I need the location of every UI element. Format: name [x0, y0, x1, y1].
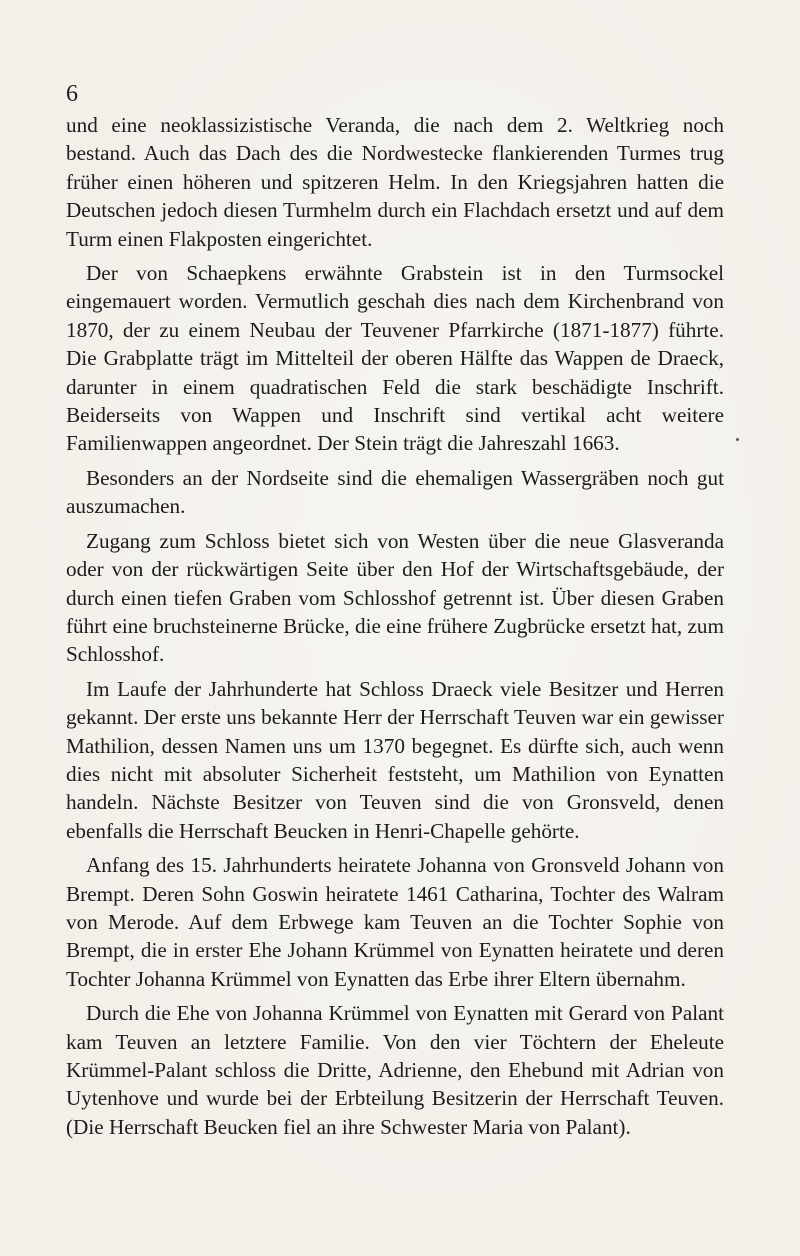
page-number: 6 — [66, 81, 78, 107]
paragraph-5: Im Laufe der Jahrhunderte hat Schloss Draeck viele Besitzer und Herren gekannt. Der erste uns bekannte Herr der Herrschaft Teuven war ein gewisser Mathilion, dessen Namen uns um 1370 begegnet. Es dürfte sich, auch wenn dies nicht mit absoluter Sicherheit feststeht, um Mathilion von Eynatten handeln. Nächste Besitzer von Teuven sind die von Gronsveld, denen ebenfalls die Herrschaft Beucken in Henri-Chapelle gehörte. — [66, 676, 724, 843]
body-text — [66, 111, 724, 1147]
paragraph-7: Durch die Ehe von Johanna Krümmel von Eynatten mit Gerard von Palant kam Teuven an letztere Familie. Von den vier Töchtern der Eheleute Krümmel-Palant schloss die Dritte, Adrienne, den Ehebund mit Adrian von Uytenhove und wurde bei der Erbteilung Besitzerin der Herrschaft Teuven. (Die Herrschaft Beucken fiel an ihre Schwester Maria von Palant). — [66, 1001, 724, 1139]
ink-dot — [736, 438, 739, 441]
paragraph-3: Besonders an der Nordseite sind die ehemaligen Wassergräben noch gut auszumachen. — [66, 465, 724, 519]
paragraph-6: Anfang des 15. Jahrhunderts heiratete Johanna von Gronsveld Johann von Brempt. Deren Sohn Goswin heiratete 1461 Catharina, Tochter des Walram von Merode. Auf dem Erbwege kam Teuven an die Tochter Sophie von Brempt, die in erster Ehe Johann Krümmel von Eynatten heiratete und deren Tochter Johanna Krümmel von Eynatten das Erbe ihrer Eltern übernahm. — [66, 853, 724, 991]
paragraph-4: Zugang zum Schloss bietet sich von Westen über die neue Glasveranda oder von der rückwärtigen Seite über den Hof der Wirtschaftsgebäude, der durch einen tiefen Graben vom Schlosshof getrennt ist. Über diesen Graben führt eine bruchsteinerne Brücke, die eine frühere Zugbrücke ersetzt hat, zum Schlosshof. — [66, 528, 724, 667]
paragraph-1: und eine neoklassizistische Veranda, die nach dem 2. Weltkrieg noch bestand. Auch das Dach des die Nordwestecke flankierenden Turmes trug früher einen höheren und spitzeren Helm. In den Kriegsjahren hatten die Deutschen jedoch diesen Turmhelm durch ein Flachdach ersetzt und auf dem Turm einen Flakposten eingerichtet. — [66, 113, 724, 251]
paragraph-2: Der von Schaepkens erwähnte Grabstein ist in den Turmsockel eingemauert worden. Vermutlich geschah dies nach dem Kirchenbrand von 1870, der zu einem Neubau der Teuvener Pfarrkirche (1871-1877) führte. Die Grabplatte trägt im Mittelteil der oberen Hälfte das Wappen de Draeck, darunter in einem quadratischen Feld die stark beschädigte Inschrift. Beiderseits von Wappen und Inschrift sind vertikal acht weitere Familienwappen angeordnet. Der Stein trägt die Jahreszahl 1663. — [66, 261, 724, 456]
